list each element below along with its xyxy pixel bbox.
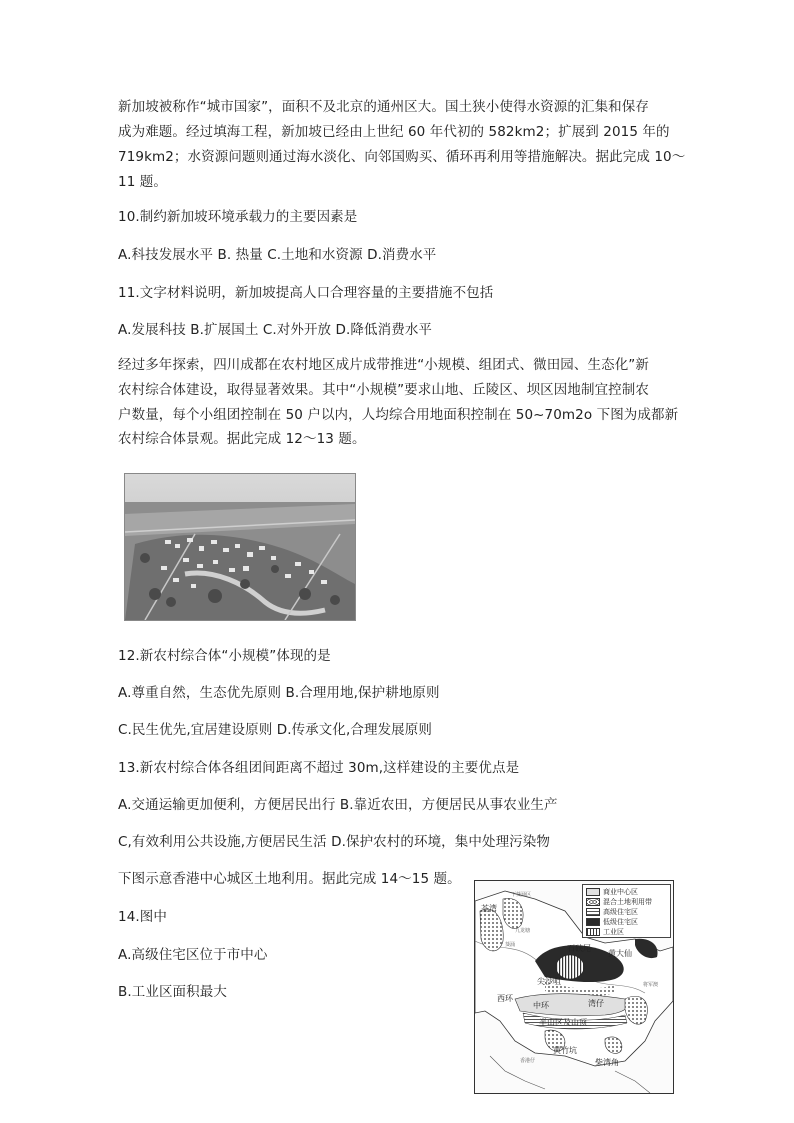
intro-paragraph-1-line-3: 719km2；水资源问题则通过海水淡化、向邻国购买、循环再利用等措施解决。据此完成 10～ <box>118 149 686 165</box>
intro-paragraph-2-line-1: 经过多年探索，四川成都在农村地区成片成带推进“小规模、组团式、微田园、生态化”新 <box>118 357 649 373</box>
hong-kong-land-use-map <box>474 880 674 1094</box>
label-small-2: 九龙塘 <box>515 928 531 934</box>
intro-paragraph-2-line-4: 农村综合体景观。据此完成 12～13 题。 <box>118 431 366 447</box>
low-residential-swatch <box>586 918 600 926</box>
label-huangdaxian: 黄大仙 <box>608 949 632 958</box>
high-residential-swatch <box>586 908 600 916</box>
label-quanwan: 荃湾 <box>481 904 497 913</box>
intro-paragraph-2-line-2: 农村综合体建设，取得显著效果。其中“小规模”要求山地、丘陵区、坝区因地制宜控制农 <box>118 382 649 398</box>
legend-high-residential-label: 高级住宅区 <box>603 908 638 916</box>
label-small-4: 香港仔 <box>520 1058 536 1064</box>
mixed-swatch <box>586 898 600 906</box>
question-12-options-ab: A.尊重自然，生态优先原则 B.合理用地,保护耕地原则 <box>118 685 440 701</box>
map-legend <box>582 884 671 938</box>
legend-commercial <box>586 887 670 897</box>
label-huangzhukeng: 黄竹坑 <box>553 1046 577 1055</box>
intro-paragraph-1-line-1: 新加坡被称作“城市国家”，面积不及北京的通州区大。国土狭小使得水资源的汇集和保存 <box>118 99 649 115</box>
label-xihuan: 西环 <box>497 994 513 1003</box>
question-11-stem: 11.文字材料说明，新加坡提高人口合理容量的主要措施不包括 <box>118 285 494 301</box>
label-jianshazui: 尖沙咀 <box>537 977 561 986</box>
question-10-options: A.科技发展水平 B. 热量 C.土地和水资源 D.消费水平 <box>118 247 437 263</box>
label-banshan: 半山区及山顶 <box>539 1018 587 1027</box>
label-small-1: 下葵涌区 <box>511 892 532 898</box>
legend-mixed <box>586 897 670 907</box>
intro-paragraph-1-line-2: 成为难题。经过填海工程，新加坡已经由上世纪 60 年代初的 582km2；扩展到 2015 年的 <box>118 124 670 140</box>
question-13-stem: 13.新农村综合体各组团间距离不超过 30m,这样建设的主要优点是 <box>118 760 520 776</box>
legend-industrial <box>586 927 670 937</box>
label-shijiuwei: 石硖尾 <box>567 944 591 953</box>
label-wanzai: 湾仔 <box>588 999 604 1008</box>
label-kuaidou: 葵涌 <box>505 942 516 948</box>
legend-high-residential <box>586 907 670 917</box>
label-small-3: 将军澳 <box>643 982 659 988</box>
question-13-options-ab: A.交通运输更加便利，方便居民出行 B.靠近农田，方便居民从事农业生产 <box>118 797 558 813</box>
question-13-options-cd: C,有效利用公共设施,方便居民生活 D.保护农村的环境，集中处理污染物 <box>118 834 550 850</box>
legend-low-residential <box>586 917 670 927</box>
commercial-swatch <box>586 888 600 896</box>
legend-mixed-label: 混合土地利用带 <box>603 898 652 906</box>
aerial-photo-drawing <box>125 474 355 620</box>
question-11-options: A.发展科技 B.扩展国土 C.对外开放 D.降低消费水平 <box>118 322 433 338</box>
legend-industrial-label: 工业区 <box>603 928 624 936</box>
intro-paragraph-2-line-3: 户数量，每个小组团控制在 50 户以内，人均综合用地面积控制在 50~70m2o 下图为成都新 <box>118 407 679 423</box>
intro-paragraph-3: 下图示意香港中心城区土地利用。据此完成 14～15 题。 <box>118 871 461 887</box>
question-12-options-cd: C.民生优先,宜居建设原则 D.传承文化,合理发展原则 <box>118 722 432 738</box>
question-14-option-a: A.高级住宅区位于市中心 <box>118 947 268 963</box>
rural-complex-aerial-photo <box>124 473 356 621</box>
industrial-swatch <box>586 928 600 936</box>
question-12-stem: 12.新农村综合体“小规模”体现的是 <box>118 648 331 664</box>
question-10-stem: 10.制约新加坡环境承载力的主要因素是 <box>118 209 358 225</box>
question-14-stem: 14.图中 <box>118 909 167 925</box>
legend-low-residential-label: 低级住宅区 <box>603 918 638 926</box>
legend-commercial-label: 商业中心区 <box>603 888 638 896</box>
label-zhonghuan: 中环 <box>533 1001 549 1010</box>
label-chaijiawan: 柴湾角 <box>595 1058 619 1067</box>
intro-paragraph-1-line-4: 11 题。 <box>118 174 167 190</box>
question-14-option-b: B.工业区面积最大 <box>118 984 227 1000</box>
